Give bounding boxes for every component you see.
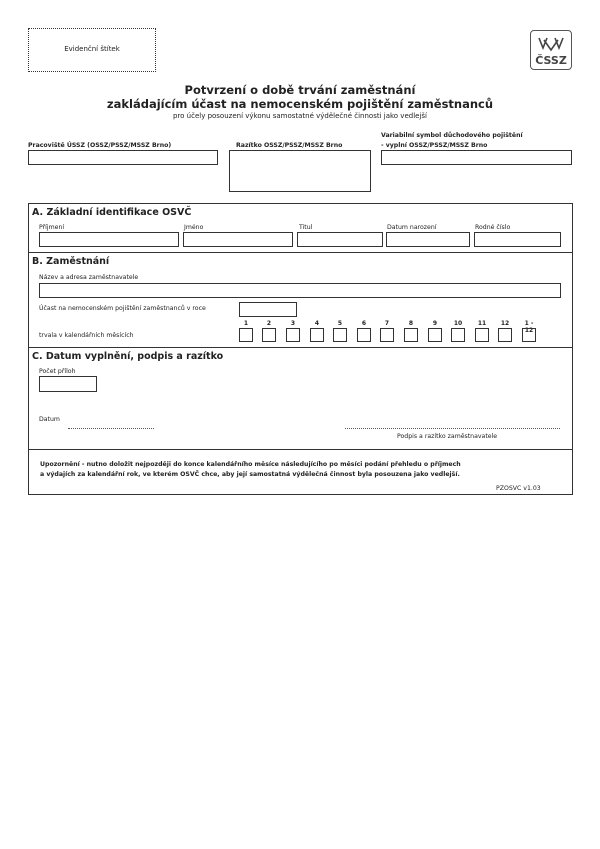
form-title-line2: zakládajícím účast na nemocenském pojištění zaměstnanců — [106, 97, 494, 111]
signature-line[interactable] — [345, 428, 560, 429]
section-b-heading: B. Zaměstnání — [32, 256, 110, 267]
first-name-label: Jméno — [184, 224, 204, 231]
month-number-4: 4 — [314, 320, 320, 327]
month-checkbox-9[interactable] — [428, 328, 442, 342]
logo-text: ČSSZ — [535, 54, 567, 67]
month-checkbox-2[interactable] — [262, 328, 276, 342]
notice-line1: Upozornění - nutno doložit nejpozději do konce kalendářního měsíce následujícího po měsíci podání přehledu o příjmech — [40, 461, 461, 468]
months-label: trvala v kalendářních měsících — [39, 332, 134, 339]
evidence-label-text: Evidenční štítek — [64, 45, 120, 53]
month-checkbox-6[interactable] — [357, 328, 371, 342]
form-code: PZOSVC v1.03 — [496, 485, 541, 492]
month-number-3: 3 — [290, 320, 296, 327]
form-title-line1: Potvrzení o době trvání zaměstnání — [184, 83, 416, 97]
birth-number-label: Rodné číslo — [475, 224, 511, 231]
participation-year-label: Účast na nemocenském pojištění zaměstnanců v roce — [39, 305, 206, 312]
month-checkbox-10[interactable] — [451, 328, 465, 342]
section-a-heading: A. Základní identifikace OSVČ — [32, 207, 192, 218]
stamp-area[interactable] — [229, 150, 371, 192]
tulip-icon — [531, 34, 571, 54]
month-number-6: 6 — [361, 320, 367, 327]
section-c-heading: C. Datum vyplnění, podpis a razítko — [32, 351, 224, 362]
surname-input[interactable] — [39, 232, 179, 247]
first-name-input[interactable] — [183, 232, 293, 247]
variable-symbol-label-line2: - vyplní OSSZ/PSSZ/MSSZ Brno — [381, 142, 488, 149]
degree-label: Titul — [299, 224, 313, 231]
month-checkbox-4[interactable] — [310, 328, 324, 342]
stamp-label: Razítko OSSZ/PSSZ/MSSZ Brno — [236, 142, 343, 149]
month-number-11: 11 — [477, 320, 487, 327]
employer-input[interactable] — [39, 283, 561, 298]
cssz-logo — [530, 30, 572, 70]
month-checkbox-5[interactable] — [333, 328, 347, 342]
month-number-10: 10 — [453, 320, 463, 327]
section-divider-b — [28, 347, 573, 348]
variable-symbol-label-line1: Variabilní symbol důchodového pojištění — [381, 132, 523, 139]
month-number-9: 9 — [432, 320, 438, 327]
office-input[interactable] — [28, 150, 218, 165]
birth-date-label: Datum narození — [387, 224, 437, 231]
date-label: Datum — [39, 416, 60, 423]
month-checkbox-1[interactable] — [239, 328, 253, 342]
participation-year-input[interactable] — [239, 302, 297, 317]
section-divider-a — [28, 252, 573, 253]
month-number-5: 5 — [337, 320, 343, 327]
month-number-7: 7 — [384, 320, 390, 327]
month-checkbox-12[interactable] — [498, 328, 512, 342]
month-number-13: 1 - 12 — [524, 320, 534, 334]
month-number-2: 2 — [266, 320, 272, 327]
birth-number-input[interactable] — [474, 232, 561, 247]
evidence-label-box — [28, 28, 156, 72]
employer-label: Název a adresa zaměstnavatele — [39, 274, 139, 281]
notice-line2: a výdajích za kalendářní rok, ve kterém OSVČ chce, aby její samostatná výdělečná činnost byla posouzena jako vedlejší. — [40, 471, 460, 478]
section-divider-c — [28, 449, 573, 450]
month-number-1: 1 — [243, 320, 249, 327]
signature-label: Podpis a razítko zaměstnavatele — [397, 433, 498, 440]
birth-date-input[interactable] — [386, 232, 470, 247]
month-checkbox-11[interactable] — [475, 328, 489, 342]
month-checkbox-13[interactable] — [522, 328, 536, 342]
attachments-label: Počet příloh — [39, 368, 76, 375]
attachments-input[interactable] — [39, 376, 97, 392]
degree-input[interactable] — [297, 232, 383, 247]
month-number-12: 12 — [500, 320, 510, 327]
variable-symbol-input[interactable] — [381, 150, 572, 165]
month-checkbox-7[interactable] — [380, 328, 394, 342]
month-checkbox-8[interactable] — [404, 328, 418, 342]
surname-label: Příjmení — [39, 224, 65, 231]
month-number-8: 8 — [408, 320, 414, 327]
office-label: Pracoviště ÚSSZ (OSSZ/PSSZ/MSSZ Brno) — [28, 142, 172, 149]
date-line[interactable] — [68, 428, 154, 429]
month-checkbox-3[interactable] — [286, 328, 300, 342]
form-subtitle: pro účely posouzení výkonu samostatné výdělečné činnosti jako vedlejší — [172, 112, 427, 120]
